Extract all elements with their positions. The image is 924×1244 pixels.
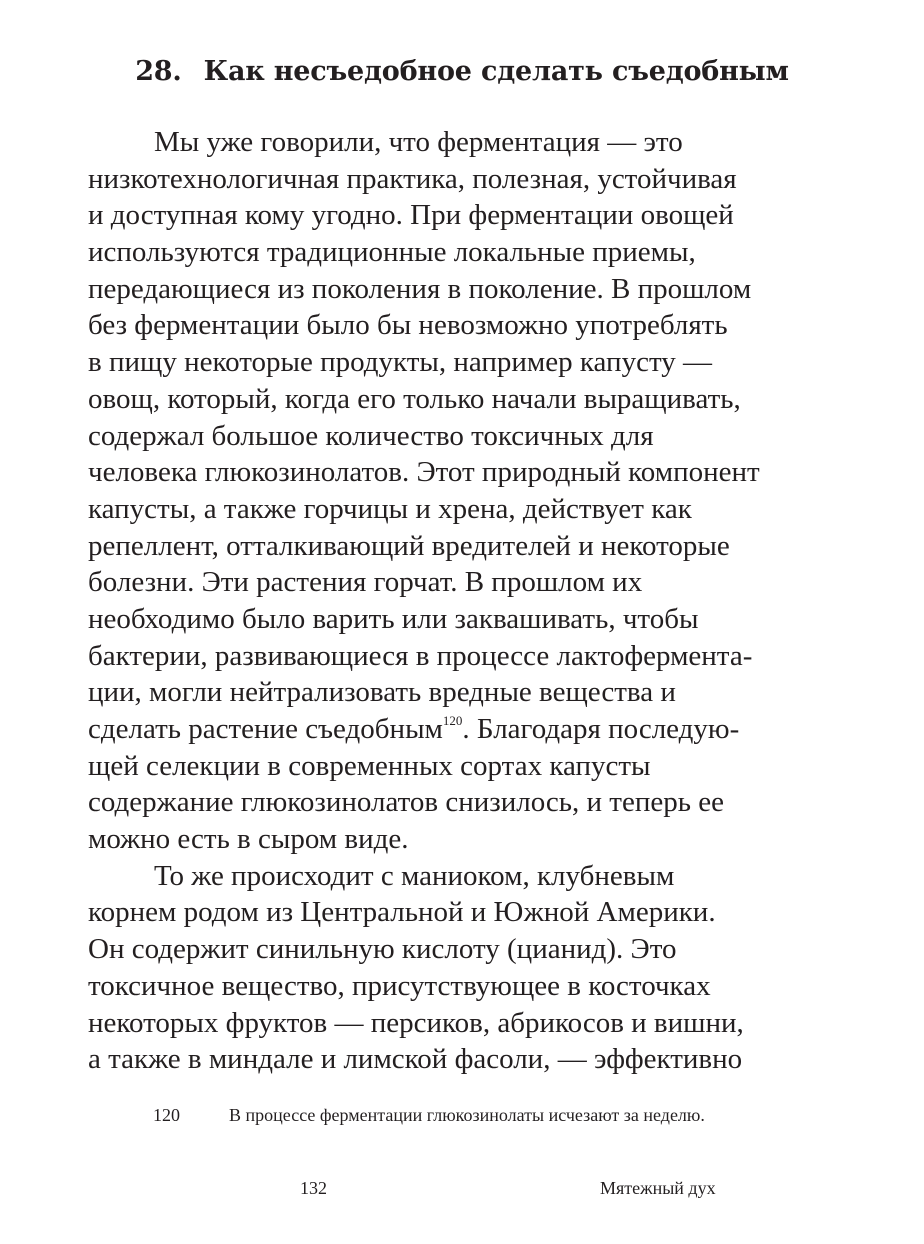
text-line: щей селекции в современных сортах капусты <box>88 749 651 782</box>
footnote-text: В процессе ферментации глюкозинолаты исчезают за неделю. <box>229 1105 705 1125</box>
text-fragment: сделать растение съедобным <box>88 713 443 745</box>
text-line: и доступная кому угодно. При ферментации овощей <box>88 199 734 232</box>
text-line: передающиеся из поколения в поколение. В прошлом <box>88 272 752 305</box>
running-title: Мятежный дух <box>600 1178 716 1198</box>
chapter-title: Как несъедобное сделать съедобным <box>203 56 789 87</box>
text-line: человека глюкозинолатов. Этот природный компонент <box>88 456 760 489</box>
text-line: а также в миндале и лимской фасоли, — эффективно <box>88 1043 743 1076</box>
footnote-reference[interactable]: 120 <box>442 713 463 729</box>
footnote <box>153 1102 793 1128</box>
body-text <box>88 124 798 1078</box>
text-line: необходимо было варить или заквашивать, чтобы <box>88 602 699 635</box>
chapter-heading <box>0 52 924 92</box>
text-line-with-footnote-ref <box>88 711 798 748</box>
text-line: ции, могли нейтрализовать вредные вещества и <box>88 676 676 709</box>
text-line: Мы уже говорили, что ферментация — это <box>154 126 683 158</box>
text-line: используются традиционные локальные приемы, <box>88 236 696 269</box>
text-line: бактерии, развивающиеся в процессе лактофермента- <box>88 639 753 672</box>
text-line: содержание глюкозинолатов снизилось, и теперь ее <box>88 786 724 819</box>
text-line: в пищу некоторые продукты, например капусту — <box>88 346 712 379</box>
text-line: токсичное вещество, присутствующее в косточках <box>88 969 711 1002</box>
text-line: можно есть в сыром виде. <box>88 823 409 856</box>
text-fragment: . Благодаря последую- <box>462 713 740 745</box>
text-line: болезни. Эти растения горчат. В прошлом их <box>88 566 643 599</box>
text-line: То же происходит с маниоком, клубневым <box>154 859 675 892</box>
text-line: корнем родом из Центральной и Южной Америки. <box>88 896 716 929</box>
text-line: без ферментации было бы невозможно употреблять <box>88 309 728 342</box>
chapter-number: 28. <box>135 56 182 87</box>
text-line: Он содержит синильную кислоту (цианид). Это <box>88 933 677 966</box>
text-line: репеллент, отталкивающий вредителей и некоторые <box>88 529 730 562</box>
footnote-number: 120 <box>153 1105 180 1125</box>
text-line: некоторых фруктов — персиков, абрикосов и вишни, <box>88 1006 744 1039</box>
text-line: низкотехнологичная практика, полезная, устойчивая <box>88 162 737 195</box>
text-line: содержал большое количество токсичных для <box>88 419 654 452</box>
text-line: капусты, а также горчицы и хрена, действует как <box>88 492 692 525</box>
text-line: овощ, который, когда его только начали выращивать, <box>88 382 741 415</box>
page-number: 132 <box>300 1178 327 1198</box>
